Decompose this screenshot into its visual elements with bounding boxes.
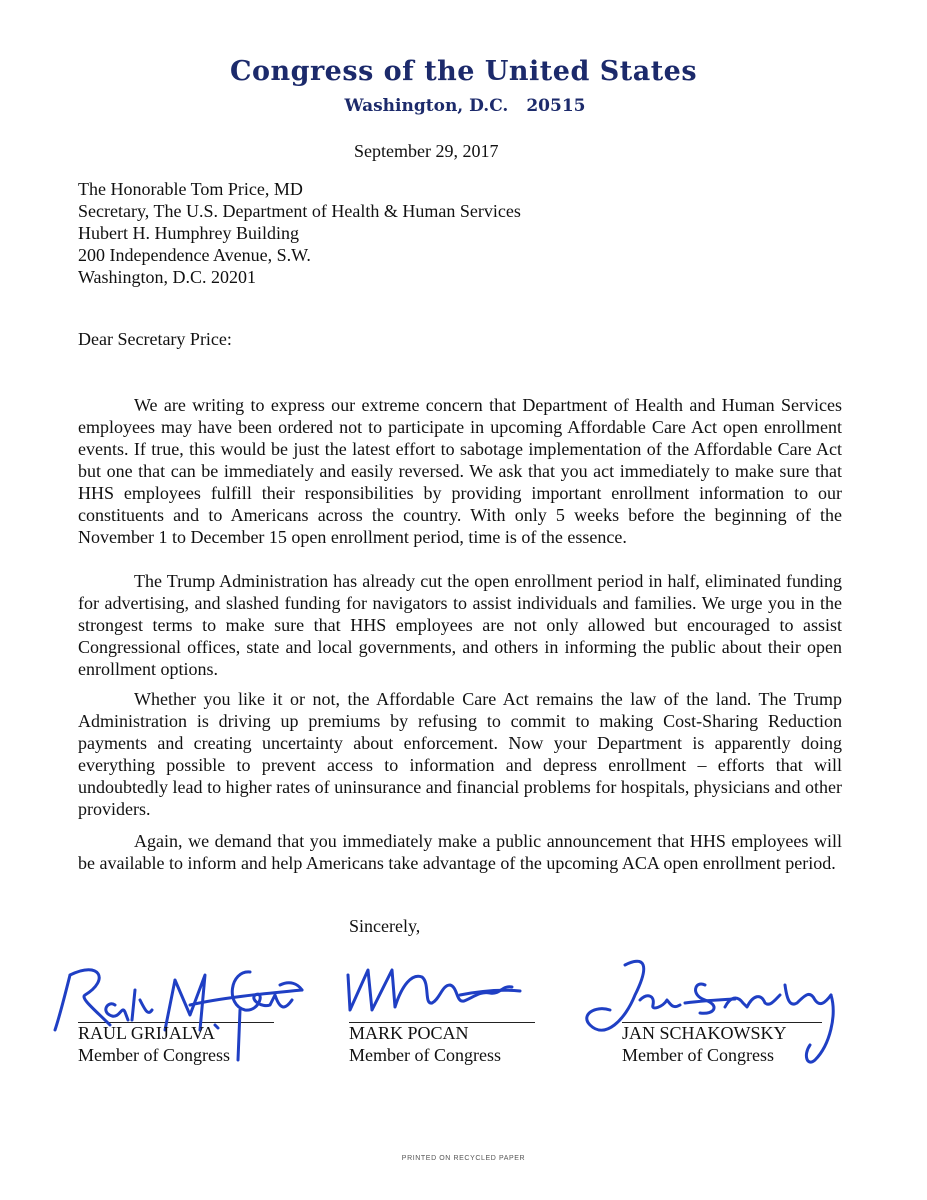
salutation: Dear Secretary Price: [78, 329, 232, 349]
recipient-street: 200 Independence Avenue, S.W. [78, 245, 311, 265]
recipient-building: Hubert H. Humphrey Building [78, 223, 299, 243]
letter-date: September 29, 2017 [354, 141, 499, 161]
recipient-city: Washington, D.C. 20201 [78, 267, 257, 287]
signature-pocan [340, 955, 540, 1025]
closing: Sincerely, [349, 916, 421, 936]
signer-schakowsky [622, 1022, 787, 1066]
recipient-address [78, 178, 521, 288]
signer-title: Member of Congress [622, 1045, 774, 1065]
recipient-title: Secretary, The U.S. Department of Health & Human Services [78, 201, 521, 221]
body-paragraph: The Trump Administration has already cut the open enrollment period in half, eliminated funding for advertising, and slashed funding for navigators to assist individuals and families. We urge you in the strongest terms to make sure that HHS employees are not only allowed but encouraged to assist Congressional offices, state and local governments, and others in informing the public about their open enrollment options. [78, 571, 842, 679]
signer-name: MARK POCAN [349, 1023, 469, 1043]
signer-pocan [349, 1022, 501, 1066]
recipient-name: The Honorable Tom Price, MD [78, 179, 303, 199]
body-paragraph: Whether you like it or not, the Affordable Care Act remains the law of the land. The Trump Administration is driving up premiums by refusing to commit to making Cost-Sharing Reduction payments and creating uncertainty about enforcement. Now your Department is apparently doing everything possible to prevent access to information and depress enrollment – efforts that will undoubtedly lead to higher rates of uninsurance and financial problems for hospitals, physicians and other providers. [78, 689, 842, 819]
signer-grijalva [78, 1022, 230, 1066]
signer-title: Member of Congress [78, 1045, 230, 1065]
body-paragraph: We are writing to express our extreme concern that Department of Health and Human Services employees may have been ordered not to participate in upcoming Affordable Care Act open enrollment events. If true, this would be just the latest effort to sabotage implementation of the Affordable Care Act but one that can be immediately and easily reversed. We ask that you act immediately to make sure that HHS employees fulfill their responsibilities by providing important enrollment information to our constituents and to Americans across the country. With only 5 weeks before the beginning of the November 1 to December 15 open enrollment period, time is of the essence. [78, 395, 842, 547]
body-paragraph: Again, we demand that you immediately make a public announcement that HHS employees will be available to inform and help Americans take advantage of the upcoming ACA open enrollment period. [78, 831, 842, 873]
letterhead-title: Congress of the United States [229, 56, 698, 87]
letterhead-city-line [335, 96, 595, 116]
signer-title: Member of Congress [349, 1045, 501, 1065]
signer-name: JAN SCHAKOWSKY [622, 1023, 787, 1043]
recycled-paper-footer: PRINTED ON RECYCLED PAPER [401, 1155, 526, 1162]
letterhead-zip: 20515 [526, 96, 586, 116]
letterhead-city: Washington, D.C. [344, 96, 509, 116]
signer-name: RAUL GRIJALVA [78, 1023, 215, 1043]
